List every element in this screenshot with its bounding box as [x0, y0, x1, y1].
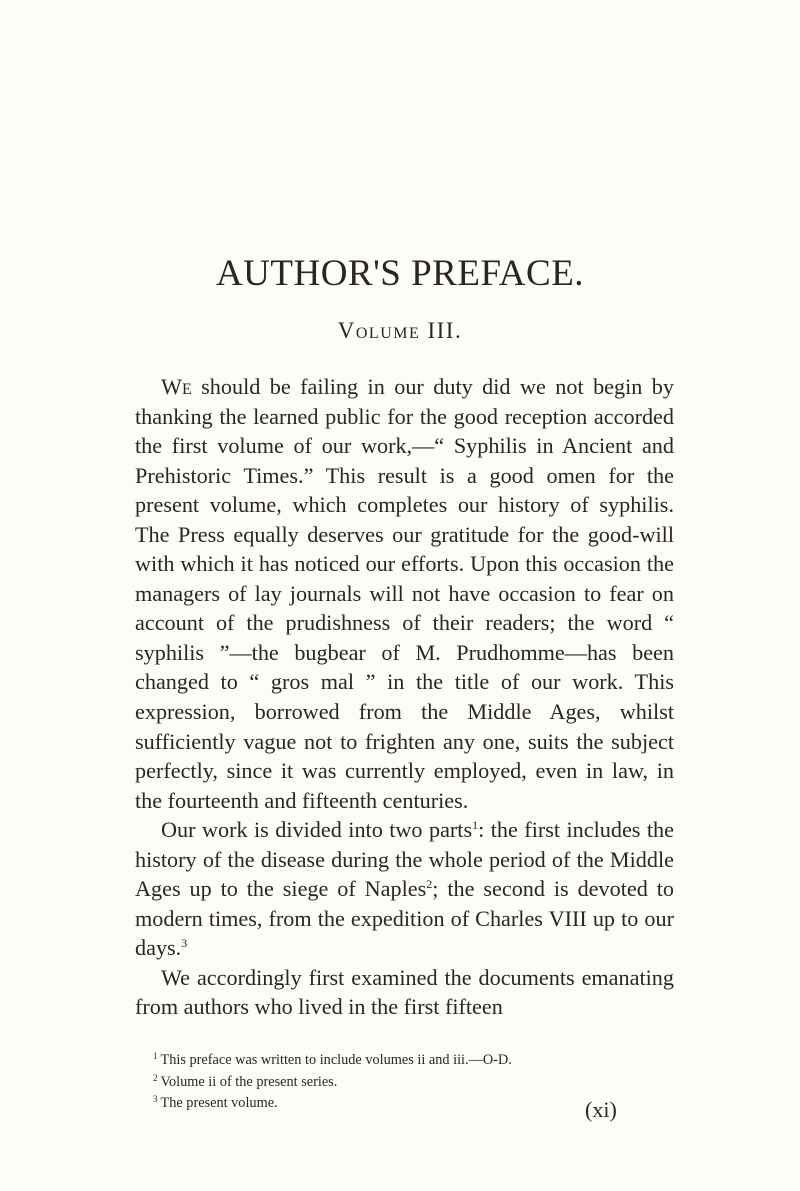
paragraph-1	[135, 372, 674, 815]
footnote-text: The present volume.	[160, 1095, 278, 1111]
preface-body	[135, 372, 674, 1022]
footnote	[135, 1048, 674, 1070]
footnote-mark: 3	[153, 1094, 158, 1104]
footnote-text: Volume ii of the present series.	[160, 1073, 338, 1090]
paragraph-lead-word: We	[161, 374, 192, 399]
volume-subtitle: Volume III.	[337, 318, 463, 343]
page-title: AUTHOR'S PREFACE.	[215, 253, 585, 294]
footnote-ref-2: 2	[426, 877, 433, 892]
footnote-ref-1: 1	[472, 818, 479, 833]
paragraph-2	[135, 815, 674, 963]
footnote-text: This preface was written to include volumes ii and iii.—O-D.	[160, 1052, 512, 1068]
paragraph-2-part-1: Our work is divided into two parts	[161, 817, 473, 843]
paragraph-2-part-3: ; the second is devoted to modern times, from the expedition of Charles VIII up to our days.	[135, 876, 674, 961]
paragraph-3-text: We accordingly first examined the documents emanating from authors who lived in the first fifteen	[135, 964, 674, 1020]
paragraph-2-part-2: : the first includes the history of the disease during the whole period of the Middle Ages up to the siege of Naples	[135, 817, 675, 902]
footnote-mark: 1	[153, 1051, 158, 1061]
footnote-ref-3: 3	[181, 936, 188, 951]
footnote	[135, 1070, 674, 1092]
paragraph-3	[135, 963, 674, 1022]
footnote-mark: 2	[153, 1072, 158, 1083]
paragraph-1-text: should be failing in our duty did we not begin by thanking the learned public for the good reception accorded the first volume of our work,—“ Syphilis in Ancient and Prehistoric Times.” This result is a good omen for the present volume, which completes our history of syphilis. The Press equally deserves our gratitude for the good-will with which it has noticed our efforts. Upon this occasion the managers of lay journals will not have occasion to fear on account of the prudishness of their readers; the word “ syphilis ”—the bugbear of M. Prudhomme—has been changed to “ gros mal ” in the title of our work. This expression, borrowed from the Middle Ages, whilst sufficiently vague not to frighten any one, suits the subject perfectly, since it was currently employed, even in law, in the fourteenth and fifteenth centuries.	[135, 374, 674, 813]
page-number: (xi)	[585, 1097, 617, 1122]
